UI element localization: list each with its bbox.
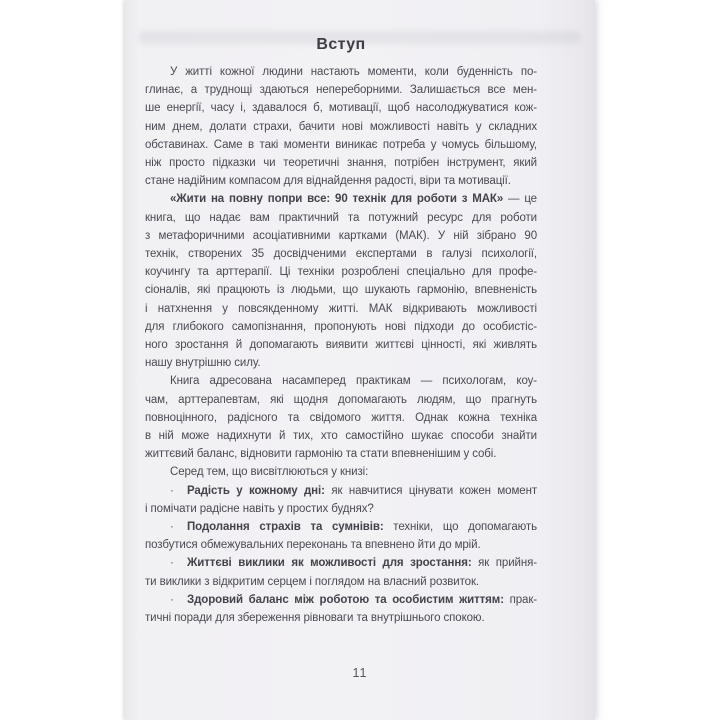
- chapter-title: Вступ: [316, 36, 366, 53]
- text-line: [145, 482, 537, 500]
- text-line: [145, 445, 537, 463]
- text-line: [145, 609, 537, 627]
- plain-text: в ній може надихнути й тих, хто самостійно шукає способи знайти: [145, 430, 537, 443]
- text-line: [145, 99, 537, 117]
- plain-text: техніки, що допомагають: [383, 521, 537, 534]
- page-content: [145, 36, 537, 627]
- text-line: [145, 118, 537, 136]
- text-line: [145, 463, 537, 481]
- text-line: [145, 172, 537, 190]
- bullet-paragraph: [145, 482, 537, 518]
- bullet-paragraph: [145, 518, 537, 554]
- plain-text: обставинах. Саме в такі моменти виникає потреба у чомусь більшому,: [145, 138, 537, 151]
- bullet-marker-icon: ·: [170, 484, 174, 497]
- plain-text: з метафоричними асоціативними картками (МАК). У ній зібрано 90: [145, 229, 537, 242]
- emphasis-text: Подолання страхів та сумнівів:: [187, 521, 384, 534]
- bullet-paragraph: [145, 591, 537, 627]
- text-line: [145, 536, 537, 554]
- text-line: [145, 190, 537, 208]
- plain-text: ніж просто підказки чи теоретичні знання, потрібен інструмент, який: [145, 157, 537, 170]
- plain-text: чам, арттерапевтам, які щодня допомагають людям, що прагнуть: [145, 393, 537, 406]
- plain-text: як прийня-: [471, 557, 537, 570]
- text-line: [145, 281, 537, 299]
- text-line: [145, 245, 537, 263]
- text-line: [145, 573, 537, 591]
- plain-text: як навчитися цінувати кожен момент: [324, 484, 537, 497]
- bullet-paragraph: [145, 554, 537, 590]
- text-line: [145, 354, 537, 372]
- emphasis-text: «Жити на повну попри все: 90 технік для роботи з МАК»: [170, 193, 504, 206]
- bullet-marker-icon: ·: [170, 593, 174, 606]
- plain-text: для глибокого самопізнання, пропонують нові підходи до особистіс-: [145, 320, 537, 333]
- plain-text: і помічати радісне навіть у простих буднях?: [145, 502, 374, 515]
- text-line: [145, 318, 537, 336]
- text-line: [145, 391, 537, 409]
- bullet-marker-icon: ·: [170, 557, 174, 570]
- emphasis-text: Радість у кожному дні:: [187, 484, 325, 497]
- plain-text: ним днем, долати страхи, бачити нові можливості навіть у складних: [145, 120, 537, 133]
- text-line: [145, 554, 537, 572]
- plain-text: Книга адресована насамперед практикам — психологам, коу-: [170, 375, 537, 388]
- text-line: [145, 591, 537, 609]
- text-line: [145, 136, 537, 154]
- plain-text: нашу внутрішню силу.: [145, 357, 261, 370]
- plain-text: позбутися обмежувальних переконань та впевнено йти до мрій.: [145, 539, 481, 552]
- plain-text: стане надійним компасом для віднайдення радості, віри та мотивації.: [145, 175, 511, 188]
- text-line: [145, 518, 537, 536]
- plain-text: прак-: [503, 593, 537, 606]
- emphasis-text: Життєві виклики як можливості для зростання:: [187, 557, 472, 570]
- plain-text: глинає, а труднощі здаються непереборними. Залишається все мен-: [145, 84, 537, 97]
- text-line: [145, 154, 537, 172]
- plain-text: ти виклики з відкритим серцем і поглядом на власний розвиток.: [145, 575, 479, 588]
- emphasis-text: Здоровий баланс між роботою та особистим життям:: [187, 593, 504, 606]
- paragraph: [145, 463, 537, 481]
- page-number: 11: [352, 666, 368, 680]
- text-line: [145, 427, 537, 445]
- text-line: [145, 336, 537, 354]
- text-line: [145, 81, 537, 99]
- plain-text: сіоналів, які працюють із людьми, що шукають гармонію, впевненість: [145, 284, 537, 297]
- paragraph: [145, 63, 537, 190]
- plain-text: коучингу та арттерапії. Ці техніки розроблені спеціально для профе-: [145, 266, 537, 279]
- text-line: [145, 263, 537, 281]
- plain-text: книга, що надає вам практичний та потужний ресурс для роботи: [145, 211, 537, 224]
- plain-text: і натхнення у повсякденному житті. МАК відкривають можливості: [145, 302, 537, 315]
- text-line: [145, 300, 537, 318]
- paragraph: [145, 190, 537, 372]
- plain-text: життєвий баланс, відновити гармонію та стати впевненішим у собі.: [145, 448, 497, 461]
- plain-text: технік, створених 35 досвідченими експертами в галузі психології,: [145, 248, 537, 261]
- text-line: [145, 500, 537, 518]
- plain-text: — це: [503, 193, 537, 206]
- paragraph: [145, 372, 537, 463]
- text-line: [145, 63, 537, 81]
- text-line: [145, 372, 537, 390]
- plain-text: ше енергії, часу і, здавалося б, мотивації, щоб насолоджуватися кож-: [145, 102, 537, 115]
- text-line: [145, 227, 537, 245]
- plain-text: У житті кожної людини настають моменти, коли буденність по-: [170, 66, 537, 78]
- plain-text: повноцінного, радісного та свідомого життя. Однак кожна техніка: [145, 411, 537, 424]
- body-text: [145, 63, 537, 627]
- text-line: [145, 209, 537, 227]
- plain-text: тичні поради для збереження рівноваги та внутрішнього спокою.: [145, 612, 485, 625]
- plain-text: ного зростання й допомагають виявити життєві цінності, які живлять: [145, 339, 537, 352]
- bullet-marker-icon: ·: [170, 521, 174, 534]
- plain-text: Серед тем, що висвітлюються у книзі:: [170, 466, 369, 479]
- book-page: [125, 0, 595, 720]
- text-line: [145, 409, 537, 427]
